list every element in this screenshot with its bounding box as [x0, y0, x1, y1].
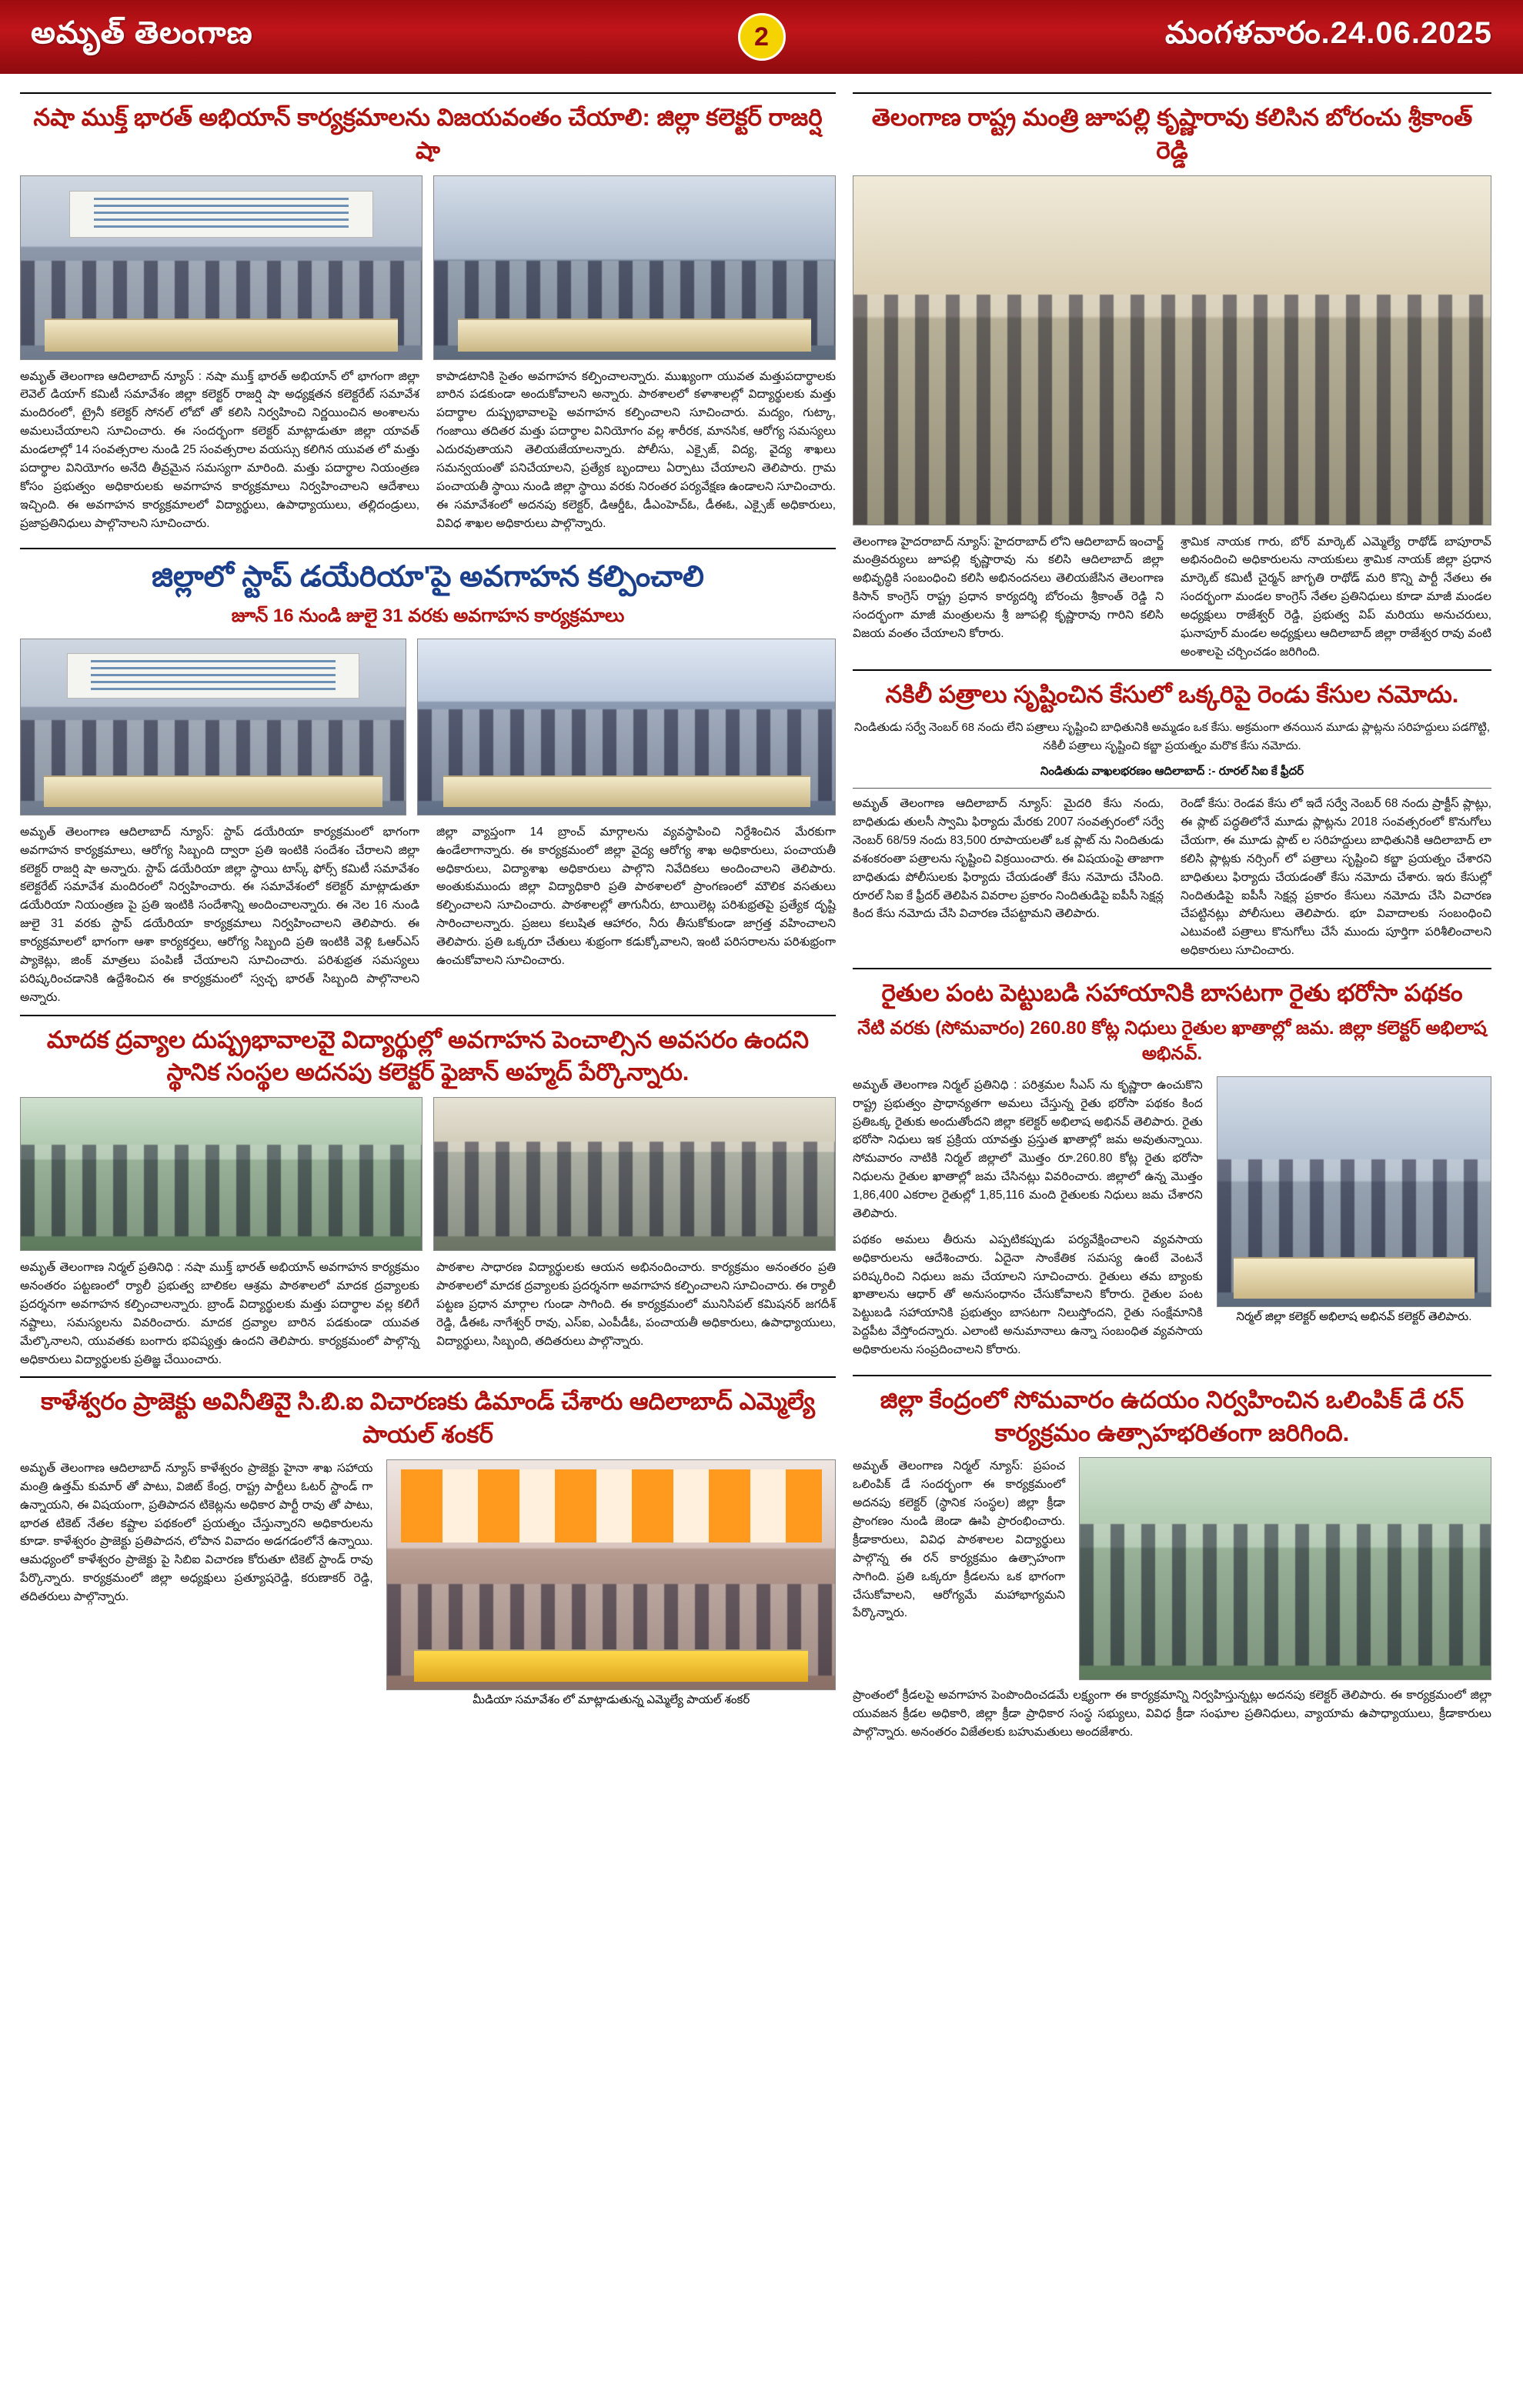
divider	[853, 968, 1491, 969]
paragraph: అమృత్ తెలంగాణ ఆదిలాబాద్ న్యూస్ కాళేశ్వరం ప్రాజెక్టు హైనా శాఖ సహాయ మంత్రి ఉత్తమ్ కుమార్ తో పాటు, విజిట్ కేంద్ర, రాష్ట్ర పార్టీలు ఓటర్ స్టాండ్ గా ఉన్నాయని, ఈ విషయంగా, ప్రతిపాదన టికెట్లను అధికార పార్టీ రావు తో పాటు, భారత టికెట్ నేతల కష్టాల పథకంలో ప్రయత్నం చేస్తున్నారని అధికారులను కూడా. కాళేశ్వరం ప్రాజెక్టు ప్రతిపాదన, లోపాన వివాదం అడగడంలోనే ఉన్నాయి. ఆమధ్యంలో కాళేశ్వరం ప్రాజెక్టు పై సిబిఐ విచారణ కోరుతూ టికెట్ స్టాండ్ రావు పేర్కొన్నారు. కార్యక్రమంలో జిల్లా అధ్యక్షులు ప్రత్యూషరెడ్డి, కరుణాకర్ రెడ్డి, తదితరులు పాల్గొన్నారు.	[20, 1461, 373, 1604]
photo-row-story3	[20, 1097, 836, 1251]
paragraph: తెలంగాణ హైదరాబాద్ న్యూస్: హైదరాబాద్ లోని ఆదిలాబాద్ ఇంచార్జ్ మంత్రివర్యులు జూపల్లి కృష్ణారావు ను కలిసి ఆదిలాబాద్ జిల్లా అభివృద్ధికి సంబంధించి కలిసి అభినందనలు తెలియజేసిన తెలంగాణ కిసాన్ కాంగ్రెస్ రాష్ట్ర ప్రధాన కార్యదర్శి బోరంచు శ్రీకాంత్ రెడ్డి ని సందర్భంగా మాజీ మంత్రులను శ్రీ జూపల్లి కృష్ణారావు గారిని కలిసి విజయ వంతం చేయాలని కోరారు.	[853, 535, 1164, 640]
photo-row-story2	[20, 639, 836, 815]
paragraph: అమృత్ తెలంగాణ నిర్మల్ ప్రతినిధి : నషా ముక్త్ భారత్ అభియాన్ అవగాహన కార్యక్రమం అనంతరం పట్టణంలో ర్యాలీ ప్రభుత్వ బాలికల ఆశ్రమ పాఠశాలలో మాదక ద్రవ్యాలకు ప్రదర్శనగా అవగాహన కల్పించాలన్నారు. బ్రాండ్ విద్యార్థులకు మత్తు పదార్థాల వల్ల కలిగే నష్టాలు, సమస్యలను వివరించారు. మాదక ద్రవ్యాల బారిన పడకుండా యువత మేల్కొనాలని, యువతకు బంగారు భవిష్యత్తు ఉందని తెలిపారు. కార్యక్రమంలో పాల్గొన్న అధికారులు విద్యార్థులకు ప్రతిజ్ఞ చేయించారు.	[20, 1261, 419, 1366]
body-story1	[20, 368, 836, 541]
paragraph: రెండో కేసు: రెండవ కేసు లో ఇదే సర్వే నెంబర్ 68 నందు ప్రాక్టీస్ ప్లాట్లు, ఈ ప్లాట్ పద్ధతిలోనే మూడు ప్లాట్లను 2018 సంవత్సరంలో కొనుగోలు చేయగా, ఈ మూడు ప్లాట్ ల సరిహద్దులు బాధితునికి ఆదిలాబాద్ లా కలిసి ప్లాట్లకు నర్సింగ్ లో పత్రాలు సృష్టించి కబ్జా ప్రయత్నం చేశారని బాధితులు ఫిర్యాదు చేయడంతో కేసు నమోదు చేశారు. ఇరు కేసుల్లో నిందితుడిపై ఐపీసీ సెక్షన్ల ప్రకారం కేసులు నమోదు చేసి విచారణ చేపట్టినట్లు పోలీసులు తెలిపారు. భూ వివాదాలకు సంబంధించి ఎటువంటి పత్రాలు కొనుగోలు చేసే ముందు పూర్తిగా పరిశీలించాలని అధికారులు సూచించారు.	[1181, 797, 1491, 958]
paragraph: అమృత్ తెలంగాణ ఆదిలాబాద్ న్యూస్: స్టాప్ డయేరియా కార్యక్రమంలో భాగంగా అవగాహన కార్యక్రమాలు, ఆరోగ్య సిబ్బంది ద్వారా ప్రతి ఇంటికి సందేశం చేరాలని జిల్లా కలెక్టర్ రాజర్షి షా అన్నారు. స్టాప్ డయేరియా జిల్లా స్థాయి టాస్క్ ఫోర్స్ కమిటీ సమావేశం కలెక్టరేట్ సమావేశ మందిరంలో నిర్వహించారు. ఈ సమావేశంలో కలెక్టర్ మాట్లాడుతూ డయేరియా నియంత్రణ పై ప్రతి ఇంటికి సందేశాన్ని అందించాలన్నారు. ఈ నెల 16 నుండి జులై 31 వరకు స్టాప్ డయేరియా కార్యక్రమాలు నిర్వహించాలని తెలిపారు. ఈ కార్యక్రమాలలో భాగంగా ఆశా కార్యకర్తలు, ఆరోగ్య సిబ్బంది ప్రతి ఇంటికి వెళ్లి ఓఆర్ఎస్ ప్యాకెట్లు, జింక్ మాత్రలు పంపిణీ చేయాలని సూచించారు. పరిశుభ్రత సమస్యలు పరిష్కరించడానికి ఉద్దేశించిన ఈ కార్యక్రమంలో స్వచ్ఛ భారత్ సిబ్బంది పాల్గొనాలని అన్నారు.	[20, 825, 419, 1004]
headline-fake-documents: నకిలీ పత్రాలు సృష్టించిన కేసులో ఒక్కరిపై రెండు కేసుల నమోదు.	[885, 680, 1459, 708]
paragraph: పథకం అమలు తీరును ఎప్పటికప్పుడు పర్యవేక్షించాలని వ్యవసాయ అధికారులను ఆదేశించారు. ఏదైనా సాంకేతిక సమస్య ఉంటే వెంటనే పరిష్కరించి నిధులు జమ చేయాలని సూచించారు. రైతులు తమ బ్యాంకు ఖాతాలను ఆధార్ తో అనుసంధానం చేసుకోవాలని కోరారు. రైతుల పంట పెట్టుబడి సహాయానికి ప్రభుత్వం బాసటగా నిలుస్తోందని, రైతు సంక్షేమానికి పెద్దపీట వేస్తోందన్నారు. ఎలాంటి అనుమానాలు ఉన్నా సంబంధిత వ్యవసాయ అధికారులను సంప్రదించాలని కోరారు.	[853, 1232, 1203, 1357]
story4-right-flow	[853, 1457, 1491, 1680]
photo-row-story1	[20, 175, 836, 360]
headline-nasha-mukt: నషా ముక్త్ భారత్ అభియాన్ కార్యక్రమాలను విజయవంతం చేయాలి: జిల్లా కలెక్టర్ రాజర్షి షా	[33, 104, 823, 164]
article-drug-awareness-students	[20, 1015, 836, 1369]
paragraph: ప్రాంతంలో క్రీడలపై అవగాహన పెంపొందించడమే లక్ష్యంగా ఈ కార్యక్రమాన్ని నిర్వహిస్తున్నట్లు అదనపు కలెక్టర్ తెలిపారు. ఈ కార్యక్రమంలో జిల్లా యువజన క్రీడల అధికారి, జిల్లా క్రీడా ప్రాధికార సంస్థ సభ్యులు, వివిధ క్రీడా సంఘాల ప్రతినిధులు, వ్యాయామ ఉపాధ్యాయులు, క్రీడాకారులు పాల్గొన్నారు. అనంతరం విజేతలకు బహుమతులు అందజేశారు.	[853, 1689, 1491, 1739]
body-story2	[20, 823, 836, 1007]
paragraph: అమృత్ తెలంగాణ ఆదిలాబాద్ న్యూస్ : నషా ముక్త్ భారత్ అభియాన్ లో భాగంగా జిల్లా లెవెల్ డియాగ్ కమిటీ సమావేశం జిల్లా కలెక్టర్ రాజర్షి షా అధ్యక్షతన కలెక్టరేట్ సమావేశ మందిరంలో, ట్రైనీ కలెక్టర్ సోనల్ లోబో తో కలిసి నిర్వహించి నిర్ణయించిన అంశాలను అమలుచేయాలని సూచించారు. ఈ సందర్భంగా కలెక్టర్ మాట్లాడుతూ జిల్లా యావత్ మండలాల్లో 14 సంవత్సరాల నుండి 25 సంవత్సరాల వయస్సు కలిగిన యువత లో మత్తు పదార్థాల వినియోగం అనేది తీవ్రమైన సమస్యగా మారింది. మత్తు పదార్థాల నియంత్రణ కోసం ప్రభుత్వం అధికారులకు అవగాహన కార్యక్రమాలు నిర్వహించాలని ఆదేశాలు ఇచ్చింది. ఈ అవగాహన కార్యక్రమాలలో విద్యార్థులు, ఉపాధ్యాయులు, తల్లిదండ్రులు, ప్రజాప్రతినిధులు పాల్గొనాలని సూచించారు.	[20, 369, 419, 530]
story4-flow	[20, 1459, 836, 1709]
subhead-stop-diarrhoea: జూన్ 16 నుండి జులై 31 వరకు అవగాహన కార్యక్రమాలు	[231, 605, 625, 626]
masthead-date: మంగళవారం.24.06.2025	[1165, 15, 1492, 50]
headline-stop-diarrhoea: జిల్లాలో స్టాప్ డయేరియా'పై అవగాహన కల్పించాలి	[152, 561, 704, 594]
photo-awareness-rally-placards	[20, 1097, 422, 1251]
subhead-rythu-bharosa: నేటి వరకు (సోమవారం) 260.80 కోట్ల నిధులు రైతుల ఖాతాల్లో జమ. జిల్లా కలెక్టర్ అభిలాష అభినవ్.	[857, 1017, 1487, 1064]
divider	[853, 92, 1491, 94]
paragraph: పాఠశాల సాధారణ విద్యార్థులకు ఆయన అభినందించారు. కార్యక్రమం అనంతరం ప్రతి పాఠశాలలో మాదక ద్రవ్యాలకు ప్రదర్శనగా అవగాహన కల్పించాలని సూచించారు. ఈ ర్యాలీ పట్టణ ప్రధాన మార్గాల గుండా సాగింది. ఈ కార్యక్రమంలో మునిసిపల్ కమిషనర్ జగదీశ్ రెడ్డి, డీఈఓ నాగేశ్వర్ రావు, ఎస్ఐ, ఎంపీడీఓ, పంచాయతీ అధికారులు, ఉపాధ్యాయులు, విద్యార్థులు, సిబ్బంది, తదితరులు పాల్గొన్నారు.	[436, 1261, 836, 1348]
photo-collector-press-brief	[417, 639, 836, 815]
article-nasha-mukt-bharat	[20, 92, 836, 540]
body-story3	[20, 1259, 836, 1369]
divider	[20, 548, 836, 549]
masthead	[0, 0, 1523, 74]
paragraph: అమృత్ తెలంగాణ నిర్మల్ ప్రతినిధి : పరిశ్రమల సీఎస్ ను కృష్ణారా ఉంచుకొని రాష్ట్ర ప్రభుత్వం ప్రాధాన్యతగా అమలు చేస్తున్న రైతు భరోసా పథకం కింద ప్రతిఒక్క రైతుకు అందుతోందని జిల్లా కలెక్టర్ అభిలాష అభినవ్ తెలిపారు. రైతు భరోసా నిధులు ఇక ప్రక్రియ యావత్తు ప్రస్తుత ఖాతాల్లో జమ అవుతున్నాయి. సోమవారం నాటికి నిర్మల్ జిల్లాలో మొత్తం రూ.260.80 కోట్ల రైతు భరోసా నిధులను రైతుల ఖాతాల్లో జమ చేసినట్లు వివరించారు. జిల్లాలో ఉన్న మొత్తం 1,86,400 ఎకరాల రైతుల్లో 1,85,116 మంది రైతులకు నిధులు జమ చేశారని తెలిపారు.	[853, 1078, 1203, 1220]
divider	[853, 1375, 1491, 1376]
paragraph: కాపాడటానికి సైతం అవగాహన కల్పించాలన్నారు. ముఖ్యంగా యువత మత్తుపదార్థాలకు బారిన పడకుండా అందుకోవాలని అన్నారు. పాఠశాలలో కళాశాలల్లో విద్యార్థులకు మత్తు పదార్థాల దుష్ప్రభావాలపై అవగాహన కల్పించాలని సూచించారు. మద్యం, గుట్కా, గంజాయి తదితర మత్తు పదార్థాల వినియోగం వల్ల శారీరక, మానసిక, ఆరోగ్య సమస్యలు ఎదురవుతాయని తెలియజేయాలన్నారు. పోలీసు, ఎక్సైజ్, విద్య, వైద్య శాఖలు సమన్వయంతో పనిచేయాలని, ప్రత్యేక బృందాలు ఏర్పాటు చేయాలని తెలిపారు. గ్రామ పంచాయతీ స్థాయి నుండి జిల్లా స్థాయి వరకు నిరంతర పర్యవేక్షణ ఉండాలని సూచించారు. ఈ సమావేశంలో అదనపు కలెక్టర్, డిఆర్డీఓ, డీఎంహెచ్ఓ, డీఈఓ, ఎక్సైజ్ అధికారులు, వివిధ శాఖల అధికారులు పాల్గొన్నారు.	[436, 369, 836, 530]
photo-diarrhoea-review-dais	[20, 639, 406, 815]
photo-bjp-press-meet	[386, 1459, 836, 1690]
photo-olympic-day-run	[1079, 1457, 1491, 1680]
photo-group-photo-awareness	[433, 1097, 836, 1251]
article-fake-documents-case	[853, 669, 1491, 960]
photo-conference-hall-wide	[433, 175, 836, 360]
right-column	[853, 85, 1491, 1749]
headline-rythu-bharosa: రైతుల పంట పెట్టుబడి సహాయానికి బాసటగా రైతు భరోసా పథకం	[881, 979, 1463, 1007]
article-stop-diarrhoea	[20, 548, 836, 1006]
divider	[20, 92, 836, 94]
lede-fake-documents: నిండితుడు సర్వే నెంబర్ 68 నందు లేని పత్రాలు సృష్టించి బాధితునికి అమ్మడం ఒక కేసు. అక్రమంగా తనయిన మూడు ప్లాట్లను సరిహద్దులు పడగొట్టి, నకిలీ పత్రాలు సృష్టించి కబ్జా ప్రయత్నం మరొక కేసు నమోదు.	[853, 721, 1491, 752]
headline-minister-meeting: తెలంగాణ రాష్ట్ర మంత్రి జూపల్లి కృష్ణారావు కలిసిన బోరంచు శ్రీకాంత్ రెడ్డి	[871, 104, 1473, 164]
page-body	[0, 74, 1523, 1749]
paragraph: అమృత్ తెలంగాణ ఆదిలాబాద్ న్యూస్: మైదరి కేసు నందు, బాధితుడు తులసీ స్వామి ఫిర్యాదు మేరకు 2007 సంవత్సరంలో సర్వే నెంబర్ 68/59 నందు 83,500 రూపాయలతో ఒక ప్లాట్ ను నిందితుడు వశంకరంతా పత్రాలను సృష్టించి విక్రయించారు. ఈ విషయంపై తాజాగా బాధితుడు పోలీసులకు ఫిర్యాదు చేయడంతో కేసు నమోదు చేసింది. రూరల్ సిఐ కే ఫ్రీదర్ తెలిపిన వివరాల ప్రకారం నిందితుడిపై ఐపీసీ సెక్షన్ల కింద కేసు నమోదు చేసి విచారణ చేపట్టామని తెలిపారు.	[853, 797, 1164, 921]
story3-flow	[853, 1076, 1491, 1367]
paragraph: జిల్లా వ్యాప్తంగా 14 బ్రాంచ్ మార్గాలను వ్యవస్థాపించి నిర్దేశించిన మేరకుగా ఉండేలాగాన్నారు. ఈ కార్యక్రమంలో జిల్లా వైద్య ఆరోగ్య శాఖ అధికారులు, పంచాయతీ అధికారులు, విద్యాశాఖ అధికారులు పాల్గొని నివేదికలు అందించాలని తెలిపారు. అంతుకుముందు జిల్లా విద్యాధికారి ప్రతి పాఠశాలలో ప్రాంగణంలో మౌలిక వసతులు కల్పించాలని సూచించారు. పాఠశాలల్లో తాగునీరు, టాయిలెట్ల పరిశుభ్రతపై ప్రత్యేక దృష్టి సారించాలన్నారు. ప్రజలు కలుషిత ఆహారం, నీరు తీసుకోకుండా జాగ్రత్త వహించాలని తెలిపారు. ప్రతి ఒక్కరూ చేతులు శుభ్రంగా కడుక్కోవాలని, ఇంటి పరిసరాలను పరిశుభ్రంగా ఉంచుకోవాలని సూచించారు.	[436, 825, 836, 967]
divider	[853, 669, 1491, 671]
article-olympic-day-run	[853, 1375, 1491, 1742]
photo-minister-bouquet-greeting	[853, 175, 1491, 525]
headline-kaleshwaram: కాళేశ్వరం ప్రాజెక్టు అవినీతిపైె సి.బి.ఐ విచారణకు డిమాండ్ చేశారు ఆదిలాబాద్ ఎమ్మెల్యే పాయల్ శంకర్	[41, 1388, 815, 1449]
article-kaleshwaram-cbi	[20, 1376, 836, 1709]
divider	[20, 1015, 836, 1016]
article-rythu-bharosa	[853, 968, 1491, 1367]
photo-collector-abhilasha-abhinav	[1217, 1076, 1491, 1307]
paragraph: శ్రామిక నాయక గారు, బోర్ మార్కెట్ ఎమ్మెల్యే రాథోడ్ బాపూరావ్ అభినందించి అధికారులను నాయకులు శ్రామిక నాయక్ జిల్లా ప్రధాన మార్కెట్ కమిటీ చైర్మన్ జాగృతి రాథోడ్ మరి కొన్ని పార్టీ నేతలు ఈ సందర్భంగా మండల కాంగ్రెస్ నేతల ప్రతినిధులు కూడా మాజీ మండల అధ్యక్షులు రాజేశ్వర్ రెడ్డి, ప్రభుత్వ విప్ మరియు అనుచరులు, ఘనాపూర్ మండల అధ్యక్షులు ఆదిలాబాద్ జిల్లా రాజేశ్వర రావు వంటి అంశాలపై చర్చించడం జరిగింది.	[1181, 535, 1491, 659]
paragraph: అమృత్ తెలంగాణ నిర్మల్ న్యూస్: ప్రపంచ ఒలింపిక్ డే సందర్భంగా ఈ కార్యక్రమంలో అదనపు కలెక్టర్ (స్థానిక సంస్థల) జిల్లా క్రీడా ప్రాంగణం నుండి జెండా ఊపి ప్రారంభించారు. క్రీడాకారులు, వివిధ పాఠశాలల విద్యార్థులు పాల్గొన్న ఈ రన్ కార్యక్రమం ఉత్సాహంగా సాగింది. ప్రతి ఒక్కరూ క్రీడలను ఒక భాగంగా చేసుకోవాలని, ఆరోగ్యమే మహాభాగ్యమని పేర్కొన్నారు.	[853, 1459, 1066, 1620]
photo-caption: మీడియా సమావేశం లో మాట్లాడుతున్న ఎమ్మెల్యే పాయల్ శంకర్	[473, 1693, 750, 1706]
masthead-title: అమృత్ తెలంగాణ	[31, 15, 253, 50]
byline-fake-documents: నిండితుడు వాఖలభరణం ఆదిలాబాద్ :- రూరల్ సిఐ కే ఫ్రీదర్	[1040, 764, 1304, 778]
headline-olympic-day-run: జిల్లా కేంద్రంలో సోమవారం ఉదయం నిర్వహించిన ఒలింపిక్ డే రన్ కార్యక్రమం ఉత్సాహభరితంగా జరిగింది.	[880, 1386, 1465, 1446]
article-minister-meeting	[853, 92, 1491, 662]
left-column	[20, 85, 836, 1749]
body-right-story1	[853, 533, 1491, 662]
divider	[20, 1376, 836, 1378]
body-right-story2	[853, 795, 1491, 960]
divider	[853, 788, 1491, 789]
photo-collector-meeting-dais	[20, 175, 422, 360]
page-number-badge: 2	[738, 13, 786, 61]
photo-caption: నిర్మల్ జిల్లా కలెక్టర్ అభిలాష అభినవ్ కలెక్టర్ తెలిపారు.	[1236, 1309, 1472, 1323]
headline-drug-awareness: మాదక ద్రవ్యాల దుష్ప్రభావాలపైె విద్యార్థుల్లో అవగాహన పెంచాల్సిన అవసరం ఉందని స్థానిక సంస్థల అదనపు కలెక్టర్ ఫైజాన్ అహ్మద్ పేర్కొన్నారు.	[46, 1026, 810, 1086]
